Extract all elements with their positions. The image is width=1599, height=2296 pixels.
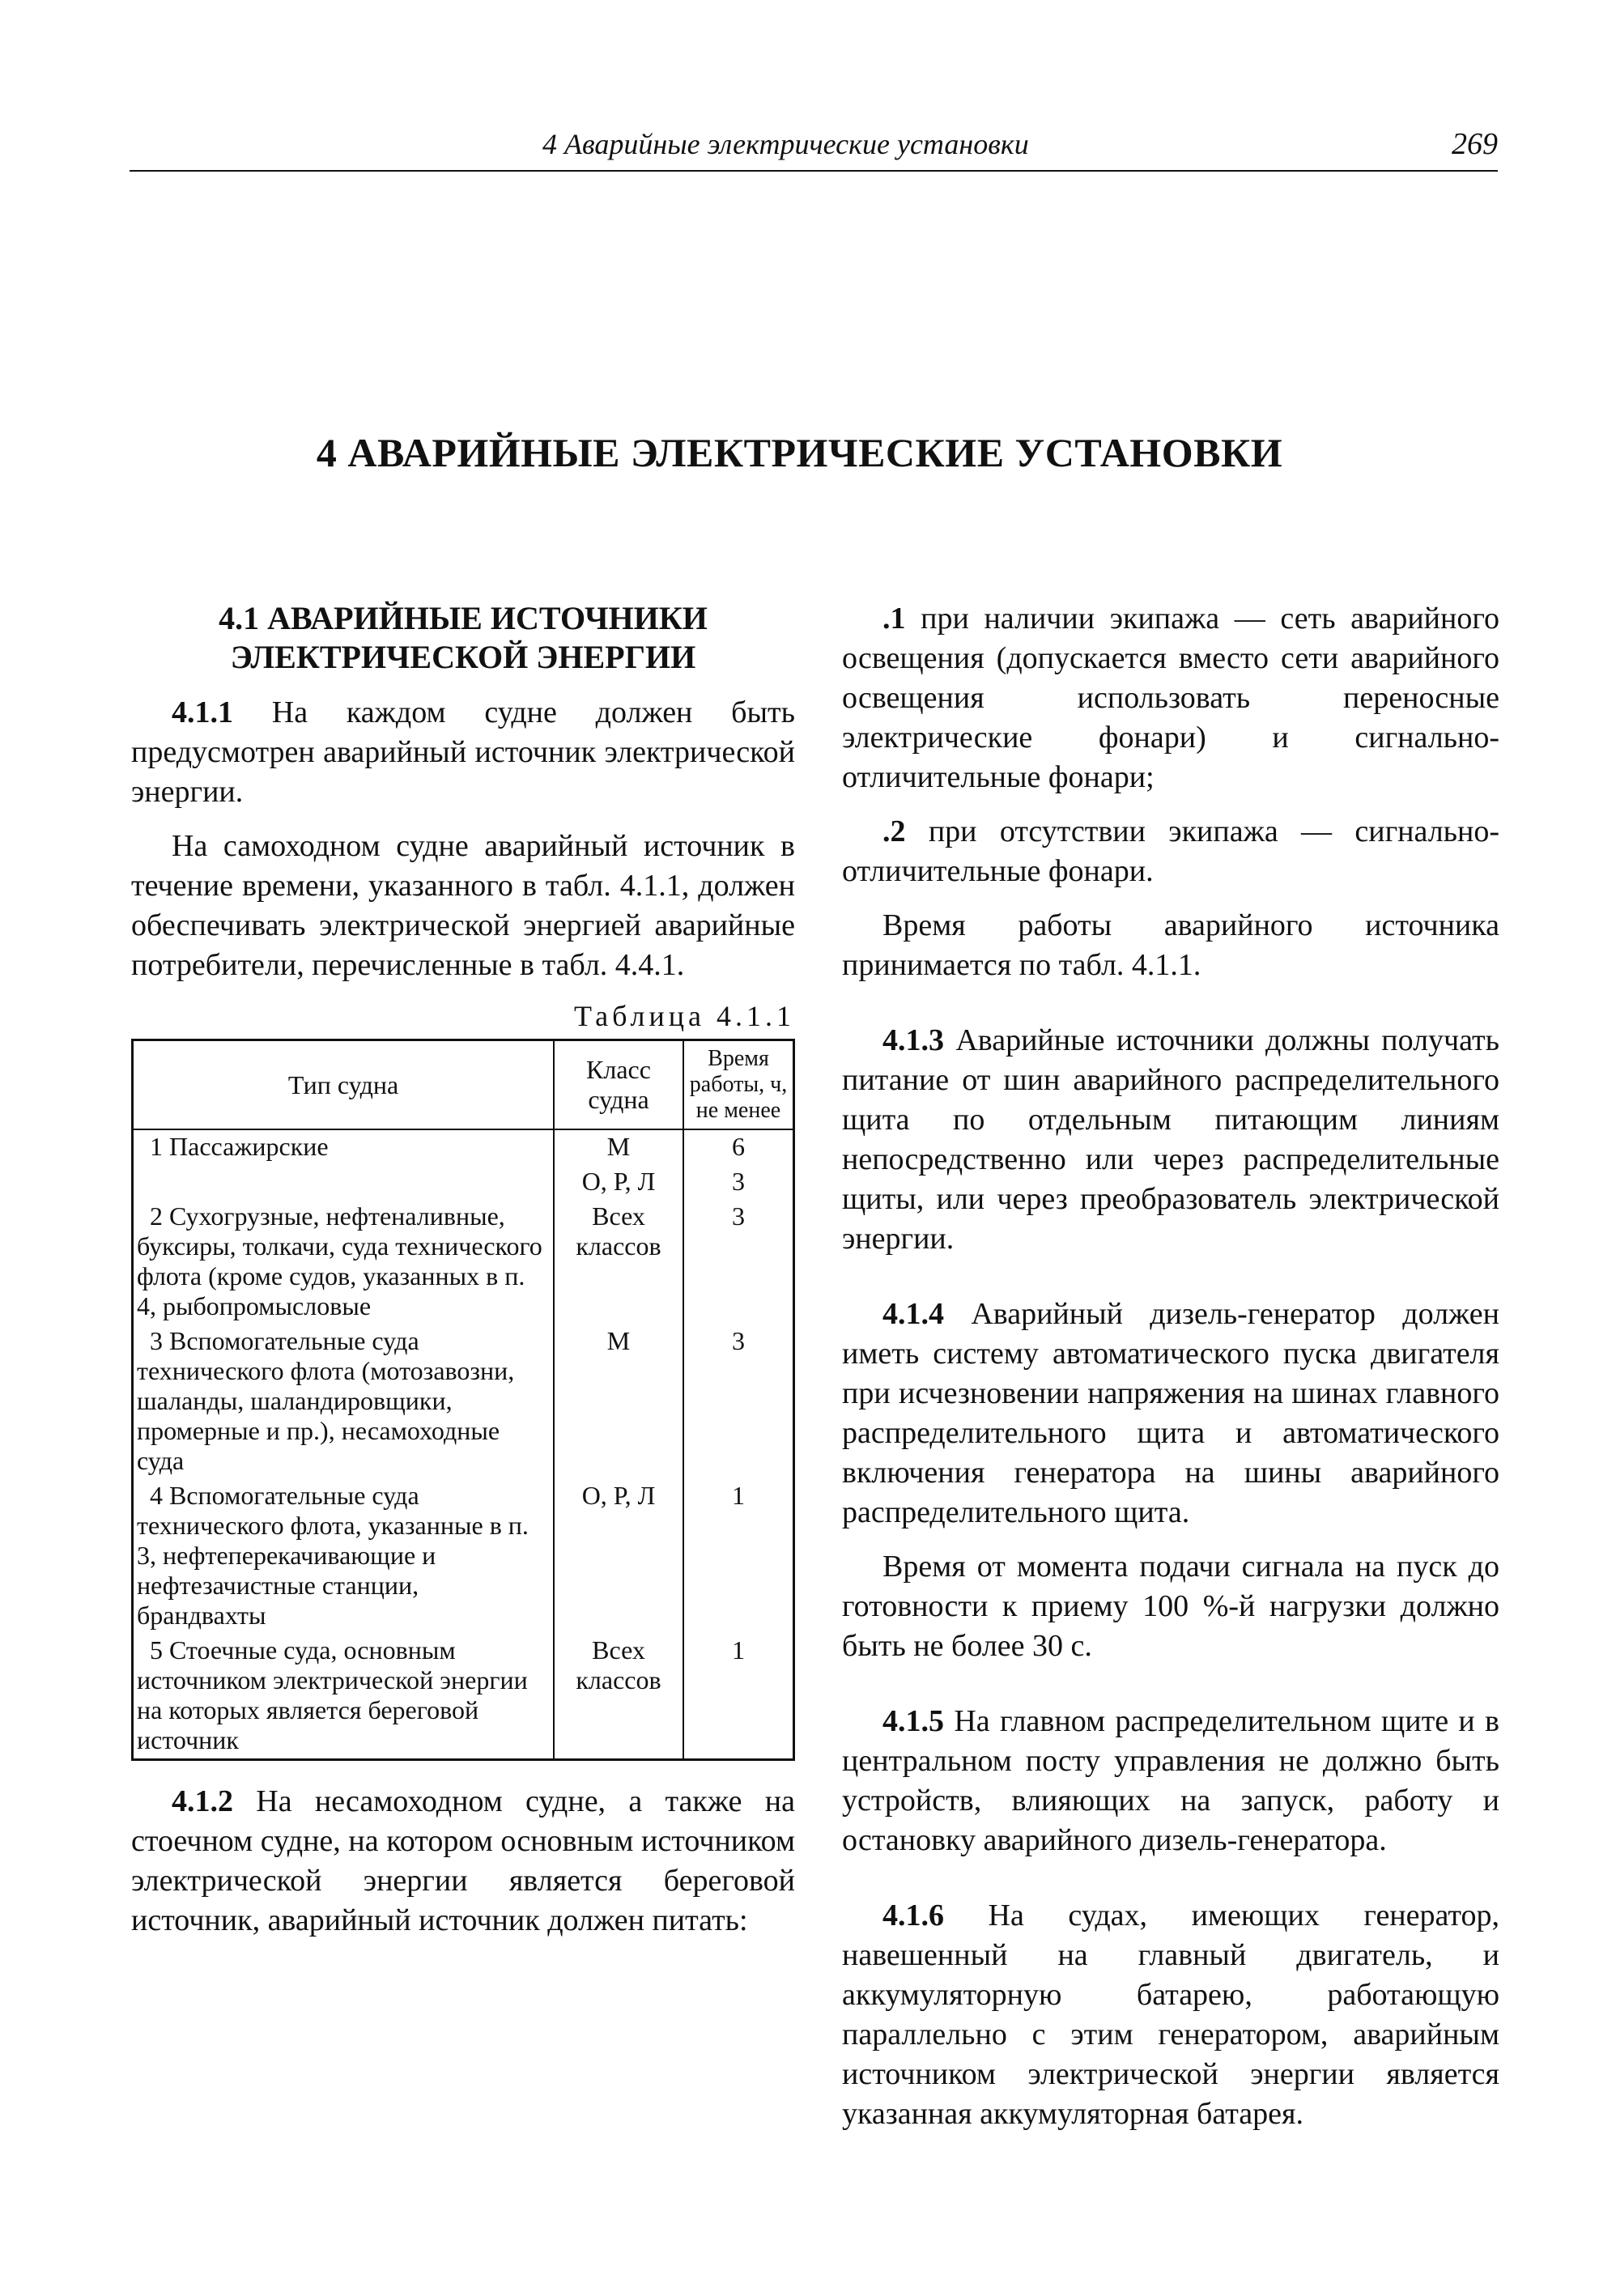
table-row bbox=[133, 1200, 794, 1324]
spacer bbox=[842, 1000, 1499, 1021]
list-item-2 bbox=[842, 812, 1499, 891]
table-row bbox=[133, 1129, 794, 1165]
paragraph-number: 4.1.2 bbox=[172, 1784, 233, 1818]
spacer bbox=[842, 1875, 1499, 1896]
table-caption: Таблица 4.1.1 bbox=[574, 1000, 795, 1032]
running-title: 4 Аварийные электрические установки bbox=[542, 128, 1029, 160]
cell-type: 1 Пассажирские bbox=[133, 1129, 555, 1165]
paragraph-text: На судах, имеющих генератор, навешенный на главный двигатель, и аккумуляторную батарею, работающую параллельно с этим генератором, аварийным источником электрической энергии является указанная аккумуляторная батарея. bbox=[842, 1898, 1499, 2131]
paragraph-text: Аварийный дизель-генератор должен иметь систему автоматического пуска двигателя при исчезновении напряжения на шинах главного распределительного щита и автоматического включения генератора на шины аварийного распределительного щита. bbox=[842, 1297, 1499, 1529]
cell-class: Всех классов bbox=[554, 1200, 683, 1324]
cell-time: 6 bbox=[683, 1129, 794, 1165]
left-column bbox=[131, 599, 795, 1955]
item-number: .1 bbox=[882, 602, 906, 636]
header-ship-type: Тип судна bbox=[133, 1040, 555, 1130]
operating-time-note: Время работы аварийного источника принимается по табл. 4.1.1. bbox=[842, 908, 1499, 982]
cell-type: 5 Стоечные суда, основным источником электрической энергии на которых является береговой источник bbox=[133, 1634, 555, 1760]
item-text: при наличии экипажа — сеть аварийного освещения (допускается вместо сети аварийного освещения использовать переносные электрические фонари) и сигнально-отличительные фонари; bbox=[842, 602, 1499, 794]
cell-time: 3 bbox=[683, 1200, 794, 1324]
list-item-1 bbox=[842, 599, 1499, 797]
cell-time: 1 bbox=[683, 1634, 794, 1760]
paragraph-number: 4.1.6 bbox=[882, 1898, 944, 1932]
section-title-line2: ЭЛЕКТРИЧЕСКОЙ ЭНЕРГИИ bbox=[230, 639, 696, 675]
paragraph-text: На каждом судне должен быть предусмотрен аварийный источник электрической энергии. bbox=[131, 695, 795, 809]
paragraph-4-1-1 bbox=[131, 693, 795, 812]
paragraph-number: 4.1.4 bbox=[882, 1297, 944, 1331]
header-ship-class: Класс судна bbox=[554, 1040, 683, 1130]
paragraph-4-1-4 bbox=[842, 1295, 1499, 1533]
header-operating-time: Время работы, ч, не менее bbox=[683, 1040, 794, 1130]
paragraph-text: Аварийные источники должны получать питание от шин аварийного распределительного щита по отдельным питающим линиям непосредственно или через распределительные щиты, или через преобразователь электрической энергии. bbox=[842, 1023, 1499, 1256]
paragraph-4-1-3 bbox=[842, 1021, 1499, 1259]
running-header bbox=[130, 123, 1498, 172]
section-title-line1: 4.1 АВАРИЙНЫЕ ИСТОЧНИКИ bbox=[219, 600, 708, 636]
paragraph-number: 4.1.5 bbox=[882, 1704, 944, 1738]
cell-type: 4 Вспомогательные суда технического флота, указанные в п. 3, нефтеперекачивающие и нефтезачистные станции, брандвахты bbox=[133, 1479, 555, 1634]
paragraph-4-1-5 bbox=[842, 1702, 1499, 1860]
paragraph-number: 4.1.3 bbox=[882, 1023, 944, 1057]
section-title bbox=[131, 599, 795, 677]
paragraph-text: На главном распределительном щите и в центральном посту управления не должно быть устройств, влияющих на запуск, работу и остановку аварийного дизель-генератора. bbox=[842, 1704, 1499, 1857]
cell-time: 1 bbox=[683, 1479, 794, 1634]
cell-class: М bbox=[554, 1129, 683, 1165]
paragraph-4-1-6 bbox=[842, 1896, 1499, 2134]
paragraph-text: На несамоходном судне, а также на стоечном судне, на котором основным источником электрической энергии является береговой источник, аварийный источник должен питать: bbox=[131, 1784, 795, 1937]
table-row bbox=[133, 1165, 794, 1200]
spacer bbox=[131, 1761, 795, 1782]
cell-class: О, Р, Л bbox=[554, 1479, 683, 1634]
cell-type: 3 Вспомогательные суда технического флота (мотозавозни, шаланды, шаландировщики, промерные и пр.), несамоходные суда bbox=[133, 1324, 555, 1479]
paragraph-number: 4.1.1 bbox=[172, 695, 233, 729]
cell-class: Всех классов bbox=[554, 1634, 683, 1760]
spacer bbox=[842, 1681, 1499, 1702]
item-text: при отсутствии экипажа — сигнально-отличительные фонари. bbox=[842, 814, 1499, 888]
cell-class: М bbox=[554, 1324, 683, 1479]
cell-class: О, Р, Л bbox=[554, 1165, 683, 1200]
right-column bbox=[842, 599, 1499, 2149]
ship-types-table bbox=[131, 1039, 795, 1761]
cell-time: 3 bbox=[683, 1324, 794, 1479]
page-number: 269 bbox=[1452, 127, 1498, 161]
paragraph-4-1-4-continued: Время от момента подачи сигнала на пуск до готовности к приему 100 %-й нагрузки должно быть не более 30 с. bbox=[842, 1550, 1499, 1663]
table-row bbox=[133, 1324, 794, 1479]
spacer bbox=[842, 1273, 1499, 1295]
cell-type bbox=[133, 1165, 555, 1200]
table-header-row bbox=[133, 1040, 794, 1130]
chapter-title: 4 АВАРИЙНЫЕ ЭЛЕКТРИЧЕСКИЕ УСТАНОВКИ bbox=[316, 430, 1283, 475]
paragraph-4-1-1-continued: На самоходном судне аварийный источник в течение времени, указанного в табл. 4.1.1, должен обеспечивать электрической энергией аварийные потребители, перечисленные в табл. 4.4.1. bbox=[131, 829, 795, 982]
cell-type: 2 Сухогрузные, нефтеналивные, буксиры, толкачи, суда технического флота (кроме судов, указанных в п. 4, рыбопромысловые bbox=[133, 1200, 555, 1324]
item-number: .2 bbox=[882, 814, 906, 848]
paragraph-4-1-2 bbox=[131, 1782, 795, 1941]
cell-time: 3 bbox=[683, 1165, 794, 1200]
table-row bbox=[133, 1634, 794, 1760]
table-row bbox=[133, 1479, 794, 1634]
